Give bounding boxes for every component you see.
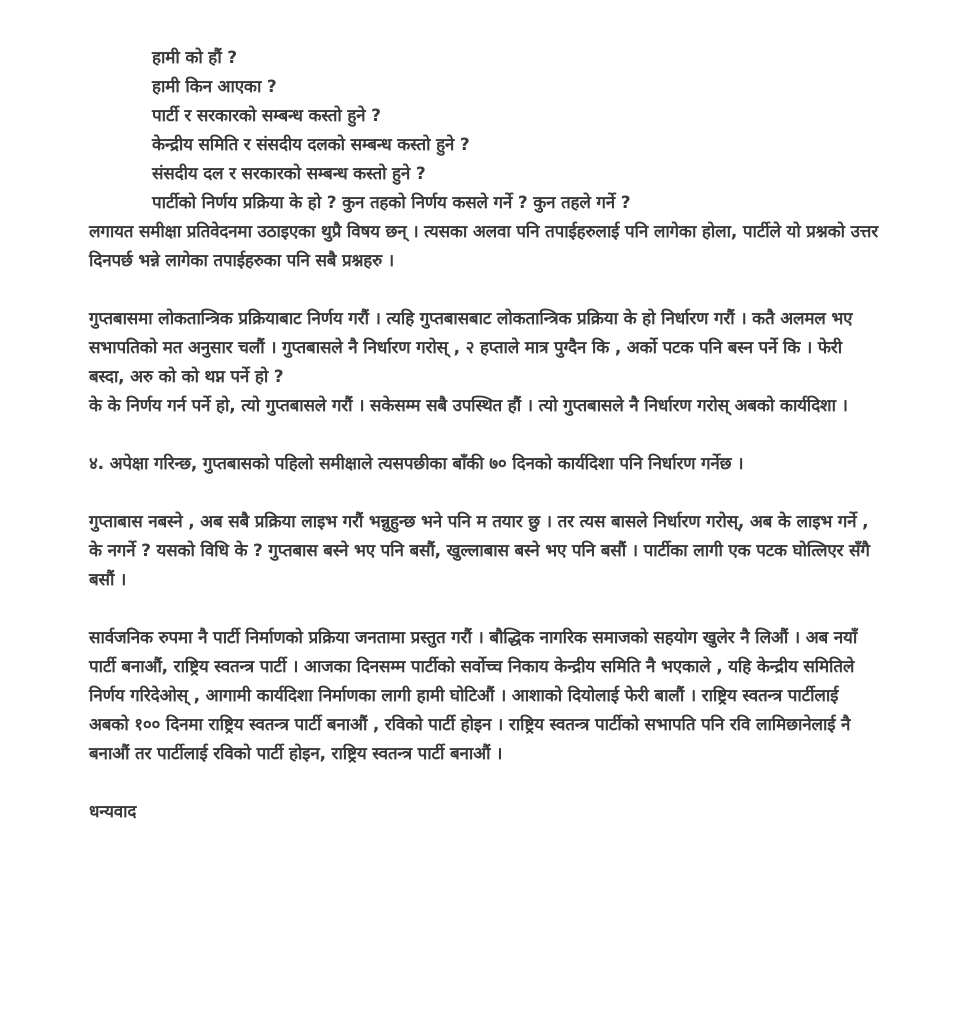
paragraph: लगायत समीक्षा प्रतिवेदनमा उठाइएका थुप्रै विषय छन् । त्यसका अलवा पनि तपाईहरुलाई पनि लागेका होला, पार्टीले यो प्रश्नको उत्तर दिनपर्छ भन्ने लागेका तपाईहरुका पनि सबै प्रश्नहरु । <box>89 222 878 271</box>
paragraph: गुप्ताबास नबस्ने , अब सबै प्रक्रिया लाइभ गरौं भन्नुहुन्छ भने पनि म तयार छु । तर त्यस बासले निर्धारण गरोस्, अब के लाइभ गर्ने , के नगर्ने ? यसको विधि के ? गुप्तबास बस्ने भए पनि बसौं, खुल्लाबास बस्ने भए पनि बसौं । पार्टीका लागी एक पटक घोत्लिएर सँगै बसौं । <box>89 512 870 590</box>
paragraph-spacer <box>89 479 879 508</box>
paragraph-spacer <box>89 769 879 798</box>
paragraph-spacer <box>89 421 879 450</box>
paragraph: के के निर्णय गर्न पर्ने हो, त्यो गुप्तबासले गरौं । सकेसम्म सबै उपस्थित हौं । त्यो गुप्तबासले नै निर्धारण गरोस् अबको कार्यदिशा । <box>89 396 848 416</box>
paragraph-spacer <box>89 595 879 624</box>
question-line: पार्टी र सरकारको सम्बन्ध कस्तो हुने ? <box>152 106 381 126</box>
question-line: पार्टीको निर्णय प्रक्रिया के हो ? कुन तहको निर्णय कसले गर्ने ? कुन तहले गर्ने ? <box>152 193 631 213</box>
question-line: हामी को हौं ? <box>152 48 237 68</box>
document-body <box>89 44 879 827</box>
question-line: हामी किन आएका ? <box>152 77 277 97</box>
paragraph-spacer <box>89 276 879 305</box>
paragraph: ४. अपेक्षा गरिन्छ, गुप्तबासको पहिलो समीक्षाले त्यसपछीका बाँकी ७० दिनको कार्यदिशा पनि निर्धारण गर्नेछ । <box>89 454 744 474</box>
paragraph: सार्वजनिक रुपमा नै पार्टी निर्माणको प्रक्रिया जनतामा प्रस्तुत गरौं । बौद्धिक नागरिक समाजको सहयोग खुलेर नै लिऔं । अब नयाँ पार्टी बनाऔं, राष्ट्रिय स्वतन्त्र पार्टी । आजका दिनसम्म पार्टीको सर्वोच्च निकाय केन्द्रीय समिति नै भएकाले , यहि केन्द्रीय समितिले निर्णय गरिदेओस् , आगामी कार्यदिशा निर्माणका लागी हामी घोटिऔं । आशाको दियोलाई फेरी बालौं । राष्ट्रिय स्वतन्त्र पार्टीलाई अबको १०० दिनमा राष्ट्रिय स्वतन्त्र पार्टी बनाऔं , रविको पार्टी होइन । राष्ट्रिय स्वतन्त्र पार्टीको सभापति पनि रवि लामिछानेलाई नै बनाऔं तर पार्टीलाई रविको पार्टी होइन, राष्ट्रिय स्वतन्त्र पार्टी बनाऔं । <box>89 628 858 764</box>
question-line: संसदीय दल र सरकारको सम्बन्ध कस्तो हुने ? <box>152 164 426 184</box>
paragraph: गुप्तबासमा लोकतान्त्रिक प्रक्रियाबाट निर्णय गरौं । त्यहि गुप्तबासबाट लोकतान्त्रिक प्रक्रिया के हो निर्धारण गरौं । कतै अलमल भए सभापतिको मत अनुसार चलौं । गुप्तबासले नै निर्धारण गरोस् , २ हप्ताले मात्र पुग्दैन कि , अर्को पटक पनि बस्न पर्ने कि । फेरी बस्दा, अरु को को थप्न पर्ने हो ? <box>89 309 853 387</box>
closing-text: धन्यवाद <box>89 802 137 822</box>
question-line: केन्द्रीय समिति र संसदीय दलको सम्बन्ध कस्तो हुने ? <box>152 135 470 155</box>
